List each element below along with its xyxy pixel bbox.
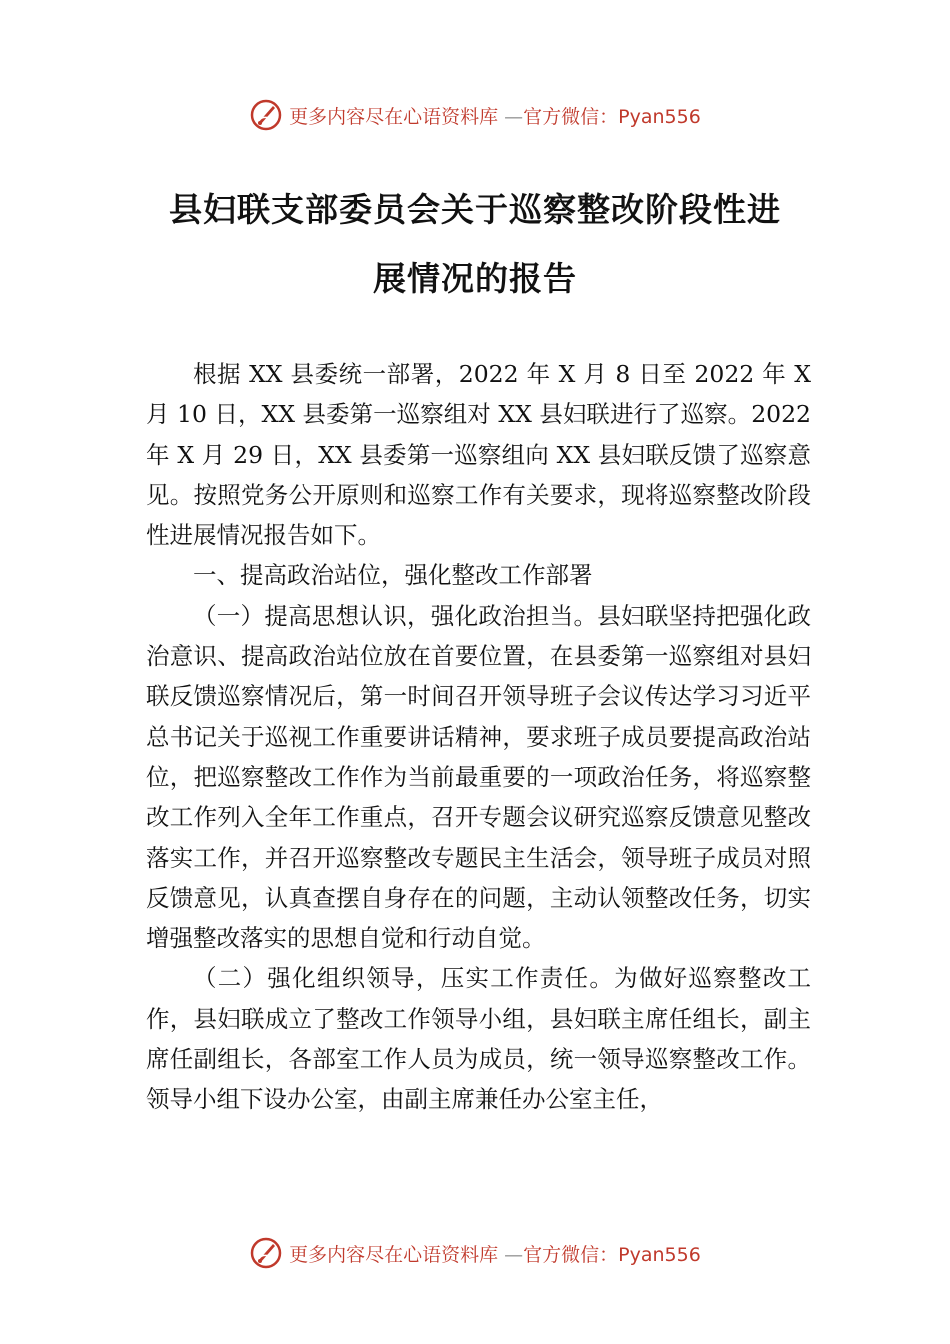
watermark-site-name: 更多内容尽在心语资料库 bbox=[289, 105, 499, 128]
watermark-contact bbox=[504, 1240, 701, 1267]
watermark-contact-text: 官方微信：Pyan556 bbox=[523, 1243, 701, 1266]
watermark-separator: — bbox=[504, 105, 524, 128]
watermark-contact-text: 官方微信：Pyan556 bbox=[523, 105, 701, 128]
document-body bbox=[146, 354, 811, 1120]
header-watermark bbox=[0, 95, 950, 135]
watermark-site-name: 更多内容尽在心语资料库 bbox=[289, 1243, 499, 1266]
document-title-line-2: 展情况的报告 bbox=[373, 259, 577, 298]
quill-seal-icon bbox=[249, 98, 283, 132]
watermark-contact bbox=[504, 102, 701, 129]
paragraph: （一）提高思想认识，强化政治担当。县妇联坚持把强化政治意识、提高政治站位放在首要位置，在县委第一巡察组对县妇联反馈巡察情况后，第一时间召开领导班子会议传达学习习近平总书记关于巡视工作重要讲话精神，要求班子成员要提高政治站位，把巡察整改工作作为当前最重要的一项政治任务，将巡察整改工作列入全年工作重点，召开专题会议研究巡察反馈意见整改落实工作，并召开巡察整改专题民主生活会，领导班子成员对照反馈意见，认真查摆自身存在的问题，主动认领整改任务，切实增强整改落实的思想自觉和行动自觉。 bbox=[146, 601, 811, 953]
paragraph: 根据 XX 县委统一部署，2022 年 X 月 8 日至 2022 年 X 月 10 日，XX 县委第一巡察组对 XX 县妇联进行了巡察。2022 年 X 月 29 日，XX 县委第一巡察组向 XX 县妇联反馈了巡察意见。按照党务公开原则和巡察工作有关要求，现将巡察整改阶段性进展情况报告如下。 bbox=[146, 360, 811, 550]
section-heading: 一、提高政治站位，强化整改工作部署 bbox=[193, 561, 593, 590]
paragraph: （二）强化组织领导，压实工作责任。为做好巡察整改工作，县妇联成立了整改工作领导小组，县妇联主席任组长，副主席任副组长，各部室工作人员为成员，统一领导巡察整改工作。领导小组下设办公室，由副主席兼任办公室主任， bbox=[146, 964, 811, 1114]
watermark-separator: — bbox=[504, 1243, 524, 1266]
document-title-line-1: 县妇联支部委员会关于巡察整改阶段性进 bbox=[169, 190, 781, 229]
footer-watermark bbox=[0, 1233, 950, 1273]
quill-seal-icon bbox=[249, 1236, 283, 1270]
